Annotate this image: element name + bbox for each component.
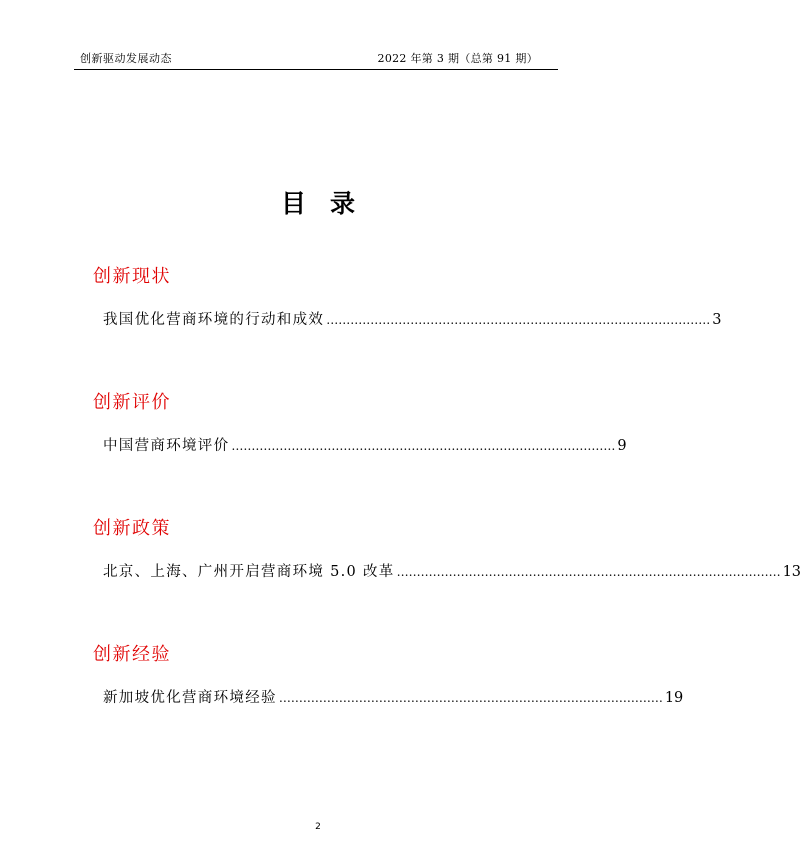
toc-entry-page: 13 (782, 564, 801, 580)
section-heading: 创新现状 (93, 266, 171, 287)
toc-entry-title: 中国营商环境评价 (103, 438, 230, 454)
toc-title: 目录 (280, 189, 379, 218)
section-heading: 创新政策 (93, 518, 171, 539)
toc-entry-page: 9 (617, 438, 627, 454)
toc-entry[interactable] (103, 434, 627, 455)
toc-entry[interactable] (103, 308, 722, 329)
toc-entry-title: 新加坡优化营商环境经验 (103, 690, 277, 706)
section-heading: 创新经验 (93, 644, 171, 665)
toc-entry[interactable] (103, 686, 684, 707)
issue-number: 2022 年第 3 期（总第 91 期） (377, 52, 538, 65)
publication-title: 创新驱动发展动态 (80, 52, 172, 65)
toc-entry-title: 我国优化营商环境的行动和成效 (103, 312, 325, 328)
dot-leader: …………………………………………………………………………………… (278, 691, 663, 705)
dot-leader: …………………………………………………………………………………… (326, 313, 711, 327)
toc-entry-page: 3 (712, 312, 722, 328)
dot-leader: …………………………………………………………………………………… (231, 439, 616, 453)
page-number: 2 (315, 822, 321, 832)
toc-entry-page: 19 (664, 690, 684, 706)
running-header (74, 48, 558, 70)
toc-entry[interactable] (103, 560, 801, 581)
section-heading: 创新评价 (93, 392, 171, 413)
toc-entry-title: 北京、上海、广州开启营商环境 5.0 改革 (103, 564, 395, 580)
dot-leader: …………………………………………………………………………………… (396, 565, 781, 579)
